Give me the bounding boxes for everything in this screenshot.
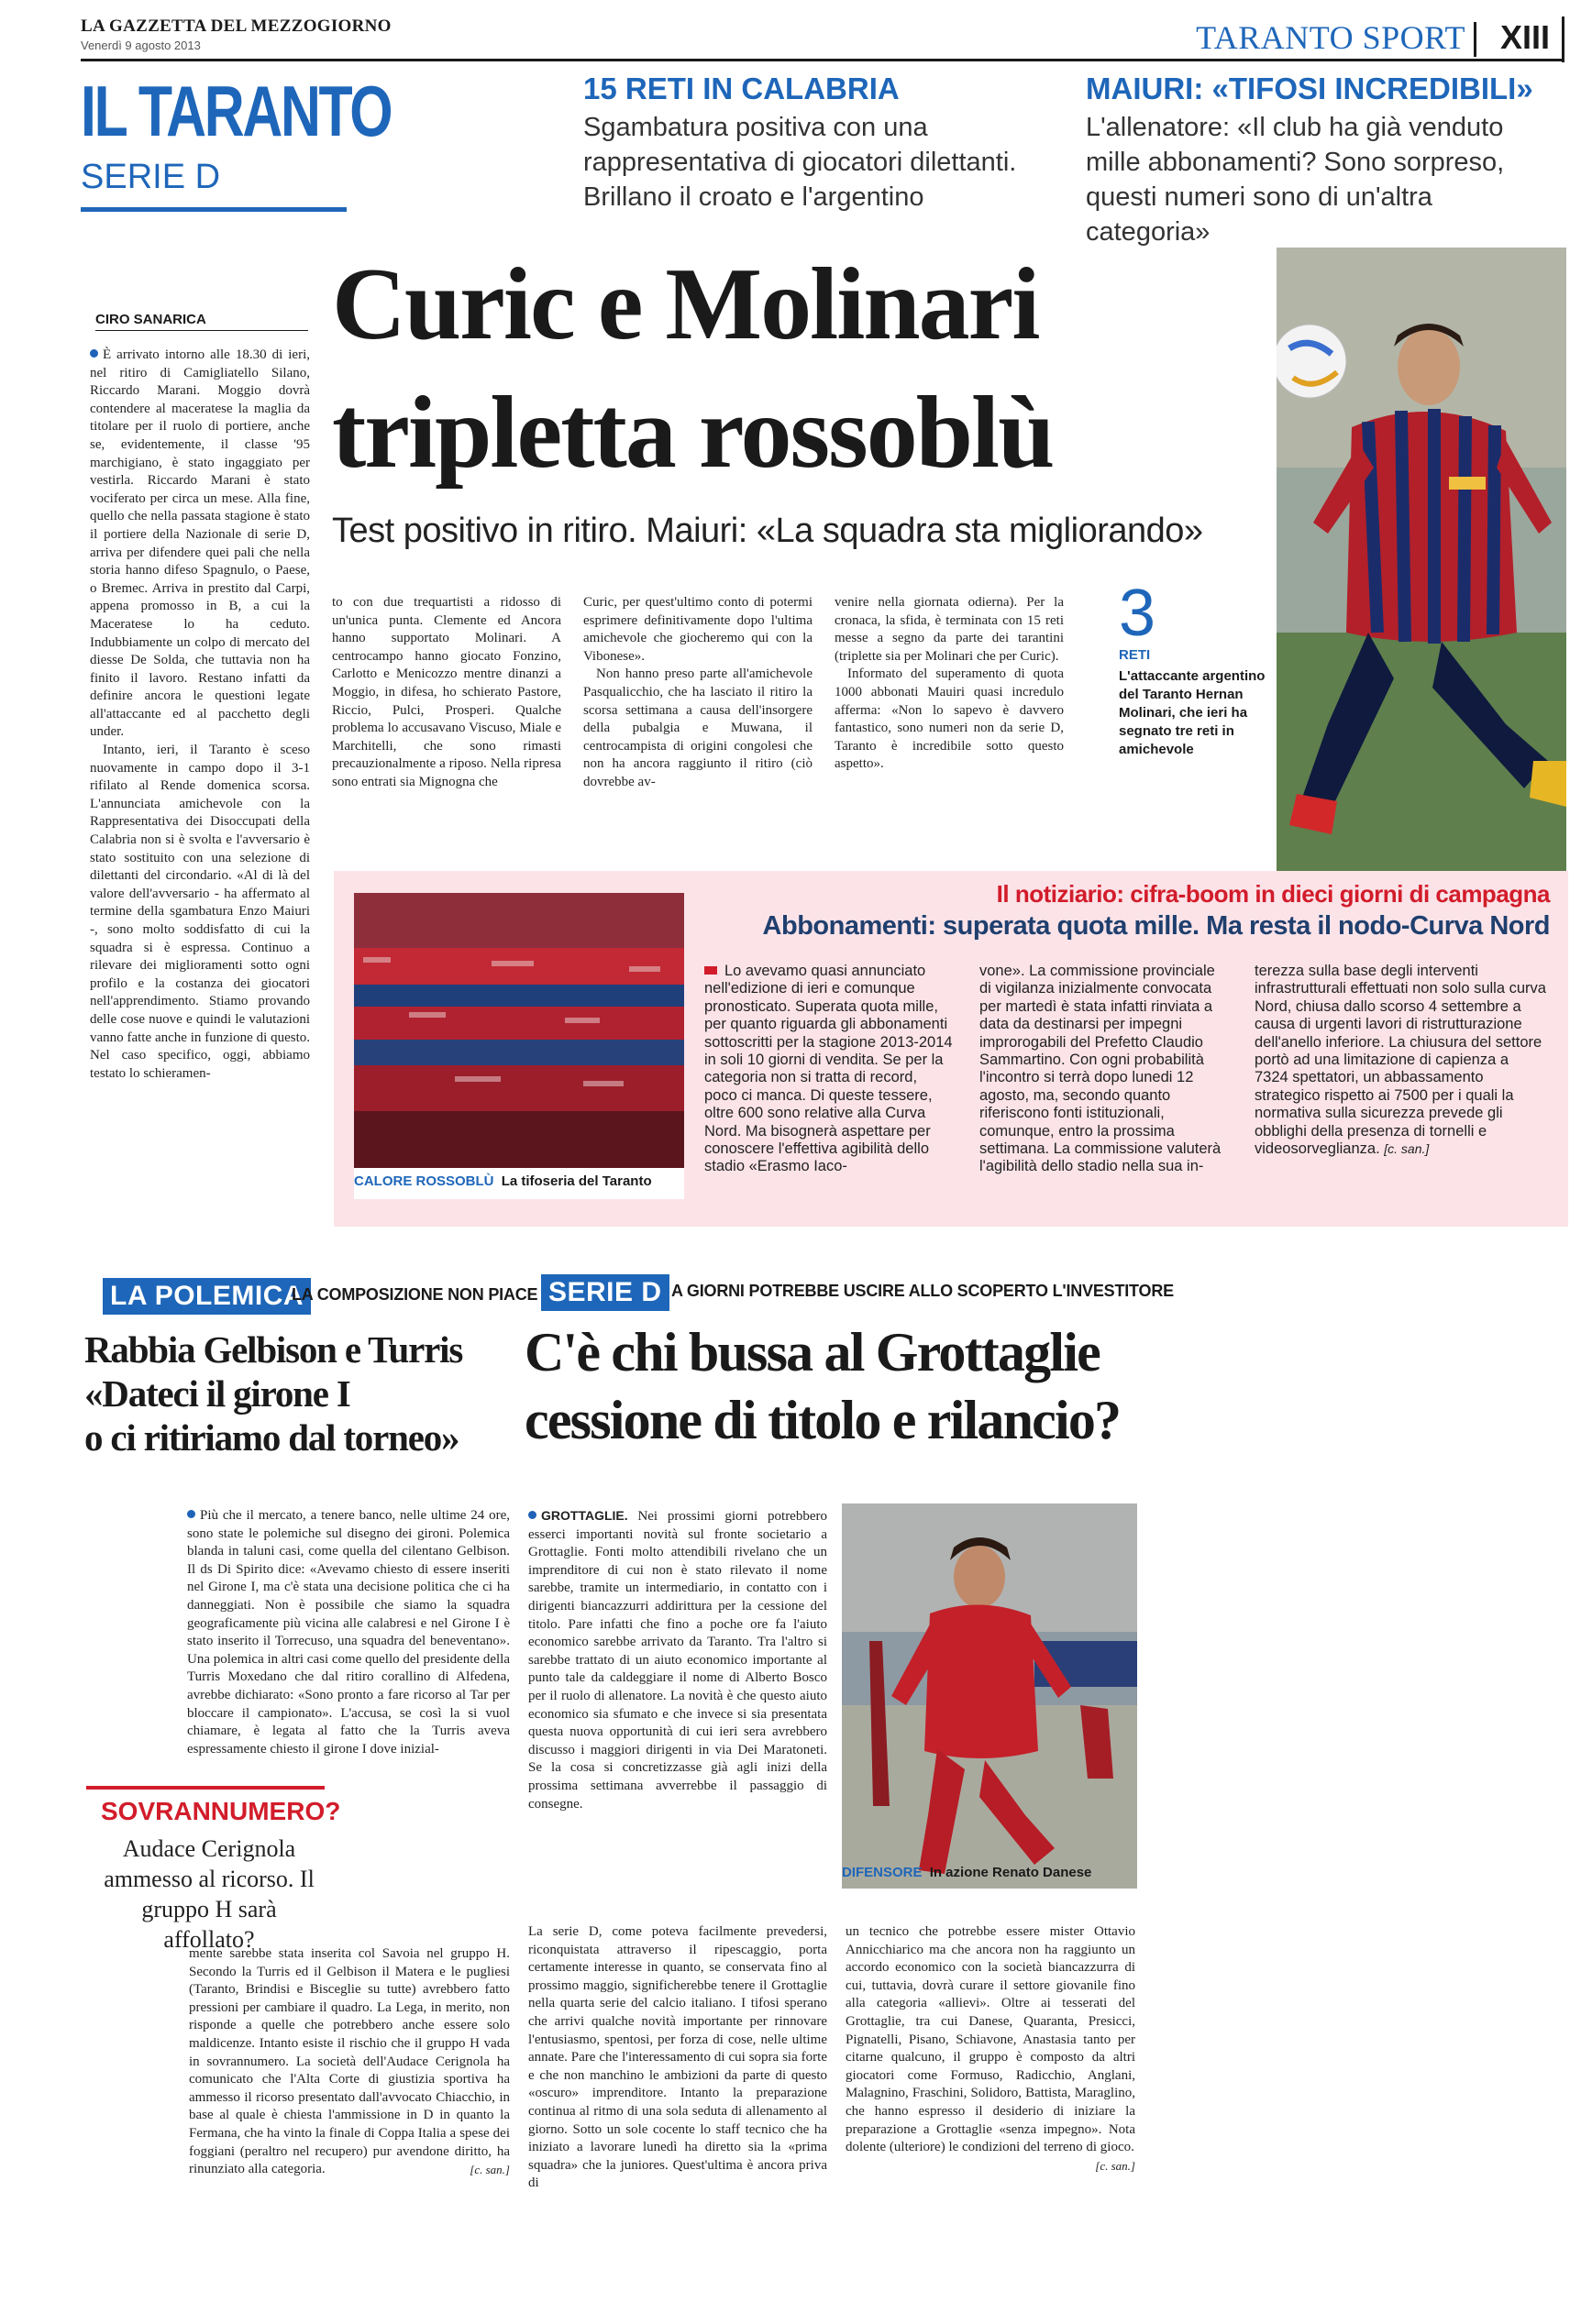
paragraph: un tecnico che potrebbe essere mister Ottavio Annicchiarico ma che ancora non ha raggiunto un accordo economico con la società biancazzurra di cui, tuttavia, dovrà curare il settore giovanile fino alla categoria «allievi». Oltre ai tesserati del Grottaglie, tra cui Danese, Quaranta, Presicci, Pignatelli, Pisano, Schiavone, Anastasia tanto per citarne qualcuno, il gruppo è composto da altri giocatori come Formuso, Radicchio, Anglani, Malagnino, Fraschini, Solidoro, Battista, Maraglino, che hanno espresso il desiderio di iniziare la preparazione a Grottaglie «senza impegno». Nota dolente (ulteriore) le condizioni del terreno di gioco. (846, 1924, 1135, 2155)
paragraph: È arrivato intorno alle 18.30 di ieri, nel ritiro di Camigliatello Silano, Riccardo Marani. Moggio dovrà contendere al maceratese la maglia da titolare per il ruolo di portiere, anche se, evidentemente, il classe '95 marchigiano, è stato ingaggiato per vestirla. Riccardo Marani è stato vociferato per circa un mese. Alla fine, quello che nella passata stagione è stato il portiere della Nazionale di serie D, arriva per difendere quei pali che nella storia hanno difeso Spagnulo, o Paese, o Bremec. Arriva in prestito dal Carpi, appena promosso in B, a cui la Maceratese lo ha ceduto. Indubbiamente un colpo di mercato del diesse De Solda, che tuttavia non ha finito il lavoro. Restano infatti da definire ancora le questioni legate all'attaccante ed al pacchetto degli under. (90, 347, 310, 740)
paragraph: mente sarebbe stata inserita col Savoia nel gruppo H. Secondo la Turris ed il Gelbison il Matera e le pugliesi (Taranto, Brindisi e Bisceglie su tutte) avrebbero fatto pressioni per cambiare il quadro. La Lega, in merito, non risponde a quelle che potrebbero anche essere solo maldicenze. Intanto esiste il rischio che il gruppo H vada in sovrannumero. La società dell'Audace Cerignola ha comunicato che l'Alta Corte di giustizia sportiva ha ammesso il ricorso presentato dall'avvocato Chiacchio, in base al quale è chiesta l'ammissione in D in quanto la Fermana, che ha vinto la finale di Coppa Italia a spese dei foggiani (peraltro nel recupero) pur avendone diritto, ha rinunziato alla categoria. (189, 1946, 510, 2177)
section-label-title: IL TARANTO (81, 71, 392, 151)
sovrannumero-rule (86, 1786, 325, 1790)
grottaglie-col-2 (846, 1923, 1135, 2290)
paragraph: Nei prossimi giorni potrebbero esserci importanti novità sul fronte societario a Grottaglie. Fonti molto attendibili rivelano che un imprenditore di cui non è stato rilevato il nome sarebbe, tramite un intermediario, in contatto con i dirigenti biancazzurri addirittura per la cessione del titolo. Pare infatti che fino a poche ore fa l'aiuto economico sarebbe arrivato da Taranto. Tra l'altro si sarebbe trattato di un aiuto economico importante al punto tale da caldeggiare il nome di Alberto Bosco per il ruolo di allenatore. La novità è che questo aiuto economico sia sfumato e che invece si sia presentata questa nuova opportunità di cui ieri sera avrebbero discusso i maggiori dirigenti in via Dei Maratoneti. Se la cosa si concretizzasse già agli inizi della prossima settimana avverrebbe il passaggio di consegne. (528, 1509, 827, 1812)
crowd-photo-svg (354, 893, 684, 1168)
teaser-text: L'allenatore: «Il club ha già venduto mille abbonamenti? Sono sorpreso, questi numeri sono di un'altra categoria» (1086, 113, 1505, 247)
bullet-icon (528, 1511, 536, 1519)
bullet-icon (704, 966, 717, 975)
sovrannumero-title: SOVRANNUMERO? (101, 1797, 341, 1825)
paper-date: Venerdì 9 agosto 2013 (81, 39, 201, 52)
player-photo-svg (1277, 248, 1566, 880)
notiziario-headline: Abbonamenti: superata quota mille. Ma resta il nodo-Curva Nord (762, 911, 1550, 941)
section-label (81, 70, 392, 216)
masthead (81, 17, 1564, 64)
polemica-tag: LA POLEMICA (103, 1278, 311, 1315)
page-number: XIII (1499, 18, 1551, 56)
sovrannumero-text: Audace Cerignola ammesso al ricorso. Il gruppo H sarà affollato? (104, 1835, 315, 1953)
notiziario-box (334, 871, 1568, 1227)
grottaglie-tag-sub: A GIORNI POTREBBE USCIRE ALLO SCOPERTO L'INVESTITORE (671, 1282, 1174, 1300)
main-headline (332, 246, 1231, 502)
paragraph: La serie D, come poteva facilmente prevedersi, riconquistata attraverso il ripescaggio, porta certamente interesse in quanto, se conservata fino al prossimo maggio, significherebbe tenere il Grottaglie nella quarta serie del calcio italiano. I tifosi sperano che arrivi qualche novità importante per rinnovare l'entusiasmo, spentosi, per forza di cose, nelle ultime annate. Pare che l'interessamento di cui sopra sia forte e che non manchino le ambizioni da parte di questo «oscuro» imprenditore. Intanto la preparazione continua al ritmo di una sola seduta di allenamento al giorno. Sotto un sole cocente lo staff tecnico che ha iniziato a lavorare lunedì ha diretto sia la «prima squadra» che la juniores. Quest'ultima è ancora priva di (528, 1924, 827, 2191)
notiziario-col-1 (704, 963, 954, 1219)
headline-line-2: cessione di titolo e rilancio? (525, 1390, 1121, 1450)
paragraph: vone». La commissione provinciale di vigilanza inizialmente convocata per martedì è stata infatti rinviata a data da destinarsi per impegni improrogabili del Prefetto Claudio Sammartino. Con ogni probabilità l'incontro si terrà dopo lunedi 12 agosto, ma, secondo quanto riferiscono fonti istituzionali, comunque, entro la prossima settimana. La commissione valuterà l'agibilità dello stadio nella sua in- (979, 963, 1222, 1175)
main-article-col-2 (332, 594, 561, 842)
paragraph: venire nella giornata odierna). Per la cronaca, la sfida, è terminata con 15 reti messe a segno da parte dei tarantini (triplette sia per Molinari che per Curic). (835, 595, 1064, 664)
section-divider (1474, 22, 1476, 57)
defender-photo-svg (842, 1503, 1137, 1889)
section-label-underline (81, 207, 347, 212)
page-number-border (1562, 17, 1564, 62)
section-name: TARANTO SPORT (1196, 19, 1465, 56)
grottaglie-tag: SERIE D (541, 1274, 669, 1311)
teaser-text: Sgambatura positiva con una rappresentativa di giocatori dilettanti. Brillano il croato e l'argentino (583, 113, 1017, 212)
notiziario-kicker: Il notiziario: cifra-boom in dieci giorni di campagna (996, 880, 1550, 908)
main-article-col-3 (583, 594, 813, 842)
caption-text: In azione Renato Danese (929, 1865, 1092, 1880)
crowd-photo (354, 893, 684, 1199)
polemica-text-top (187, 1507, 510, 1801)
main-subhead: Test positivo in ritiro. Maiuri: «La squadra sta migliorando» (332, 512, 1203, 550)
stat-label: RETI (1119, 647, 1151, 663)
signature: [c. san.] (470, 2163, 510, 2177)
defender-photo (842, 1503, 1137, 1889)
headline-line-1: C'è chi bussa al Grottaglie (525, 1322, 1100, 1382)
defender-photo-caption (842, 1865, 1137, 1880)
paragraph: terezza sulla base degli interventi infrastrutturali effettuati non solo sulla curva Nord, chiusa dallo scorso 4 settembre a causa di urgenti lavori di ristrutturazione dell'anello inferiore. La chiusura del settore portò ad una limitazione di capienza a 7324 spettatori, un abbassamento strategico rispetto ai 7500 per i quali la normativa sulla sicurezza prevede gli obblighi della presenza di tornelli e videosorveglianza. (1255, 963, 1546, 1158)
paragraph: Intanto, ieri, il Taranto è sceso nuovamente in campo dopo il 3-1 rifilato al Rende domenica scorsa. L'annunciata amichevole con la Rappresentativa dei Disoccupati della Calabria non si è svolta e l'avversario è stato sostituito con una selezione di dilettanti del circondario. «Al di là del valore dell'avversario - ha affermato al termine della sgambatura Enzo Maiuri -, sono molto soddisfatto di cui la squadra si è espressa. Continuo a rilevare dei miglioramenti sotto ogni profilo e la costanza dei giocatori nell'apprendimento. Stiamo provando delle cose nuove e quindi le valutazioni vanno fatte anche in funzione di questo. Nel caso specifico, oggi, abbiamo testato lo schieramen- (90, 743, 310, 1081)
grottaglie-headline (525, 1318, 1222, 1474)
paragraph: Non hanno preso parte all'amichevole Pasqualicchio, che ha lasciato il ritiro la scorsa settimana a causa dell'insorgere della pubalgia e Muwana, il centrocampista di origini congolesi che non ha ancora raggiunto il ritiro (ciò dovrebbe av- (583, 666, 813, 789)
stat-caption: L'attaccante argentino del Taranto Hernan Molinari, che ieri ha segnato tre reti in amichevole (1119, 668, 1266, 757)
section-label-subtitle: SERIE D (81, 158, 221, 196)
headline-line-2: «Dateci il girone I (84, 1372, 350, 1415)
polemica-tag-sub: LA COMPOSIZIONE NON PIACE (292, 1285, 538, 1304)
notiziario-col-3 (1255, 963, 1546, 1219)
masthead-rule (81, 59, 1564, 61)
bullet-icon (90, 349, 98, 358)
main-article-col-4 (835, 594, 1064, 842)
signature: [c. san.] (1384, 1141, 1430, 1157)
paragraph: Più che il mercato, a tenere banco, nelle ultime 24 ore, sono state le polemiche sul disegno dei gironi. Polemica blanda in taluni casi, come quella del cilentano Gelbison. Il ds Di Spirito dice: «Avevamo chiesto di essere inseriti nel Girone I, ma c'è stata una decisione politica che ci ha danneggiati. Non è possibile che siamo la squadra geograficamente più vicina alle calabresi e nel Girone I è stato inserito il Torrecuso, una squadra del beneventano». Una polemica in altri casi come quello del presidente della Turris Moxedano che dal ritiro corallino di Alfedena, avrebbe dichiarato: «Sono pronto a fare ricorso al Tar per bloccare il campionato». L'accusa, se così la si vuol chiamare, è legata al fatto che la Turris aveva espressamente chiesto il girone I dove inizial- (187, 1508, 510, 1757)
signature: [c. san.] (1095, 2158, 1135, 2173)
grottaglie-col-1b (528, 1923, 827, 2290)
paragraph: to con due trequartisti a ridosso di un'unica punta. Clemente ed Ancora hanno supportato Molinari. A centrocampo hanno giocato Fonzino, Carlotto e Menicozzo mentre dinanzi a Moggio, in difesa, ho schierato Pastore, Riccio, Pulci, Prosperi. Qualche problema lo accusavano Viscuso, Miale e Marchitelli, che sono rimasti precauzionalmente a riposo. Nella ripresa sono entrati sia Mignogna che (332, 595, 561, 789)
grottaglie-col-1 (528, 1507, 827, 1918)
headline-line-1: Rabbia Gelbison e Turris (84, 1328, 463, 1371)
author-byline: CIRO SANARICA (95, 312, 206, 327)
headline-line-3: o ci ritiriamo dal torneo» (84, 1416, 459, 1459)
sovrannumero-box (86, 1786, 341, 1953)
main-article-col-1 (90, 347, 310, 1212)
author-rule (95, 330, 308, 331)
paragraph: Lo avevamo quasi annunciato nell'edizione di ieri e comunque pronosticato. Superata quota mille, per quanto riguarda gli abbonamenti sottoscritti per la stagione 2013-2014 in soli 10 giorni di vendita. Se per la categoria non si tratta di record, poco ci manca. Di queste tessere, oltre 600 sono relative alla Curva Nord. Ma bisognerà aspettare per conoscere l'effettiva agibilità dello stadio «Erasmo Iaco- (704, 963, 953, 1175)
teaser-reti-calabria[interactable] (583, 72, 1023, 218)
crowd-photo-caption (354, 1173, 684, 1189)
caption-tag: CALORE ROSSOBLÙ (354, 1173, 494, 1189)
teaser-title: MAIURI: «TIFOSI INCREDIBILI» (1086, 72, 1533, 105)
teaser-title: 15 RETI IN CALABRIA (583, 72, 900, 105)
caption-tag: DIFENSORE (842, 1865, 923, 1880)
paper-name: LA GAZZETTA DEL MEZZOGIORNO (81, 17, 392, 36)
player-photo (1277, 248, 1566, 880)
polemica-headline (84, 1327, 515, 1483)
dateline: GROTTAGLIE. (541, 1508, 628, 1523)
paragraph: Curic, per quest'ultimo conto di potermi esprimere definitivamente dopo l'ultima amichevole che giocheremo qui con la Vibonese». (583, 595, 813, 664)
headline-line-2: tripletta rossoblù (332, 376, 1054, 490)
caption-text: La tifoseria del Taranto (501, 1173, 652, 1189)
headline-line-1: Curic e Molinari (332, 248, 1039, 361)
bullet-icon (187, 1510, 195, 1518)
stat-number: 3 (1119, 577, 1156, 650)
notiziario-col-2 (979, 963, 1229, 1219)
stat-block (1119, 577, 1271, 803)
teaser-tifosi-incredibili[interactable] (1086, 72, 1563, 247)
polemica-text-bottom (189, 1945, 510, 2294)
paragraph: Informato del superamento di quota 1000 abbonati Mauiri quasi incredulo afferma: «Non lo sapevo è davvero fantastico, sono numeri non da serie D, Taranto è incredibile sotto questo aspetto». (835, 666, 1064, 772)
